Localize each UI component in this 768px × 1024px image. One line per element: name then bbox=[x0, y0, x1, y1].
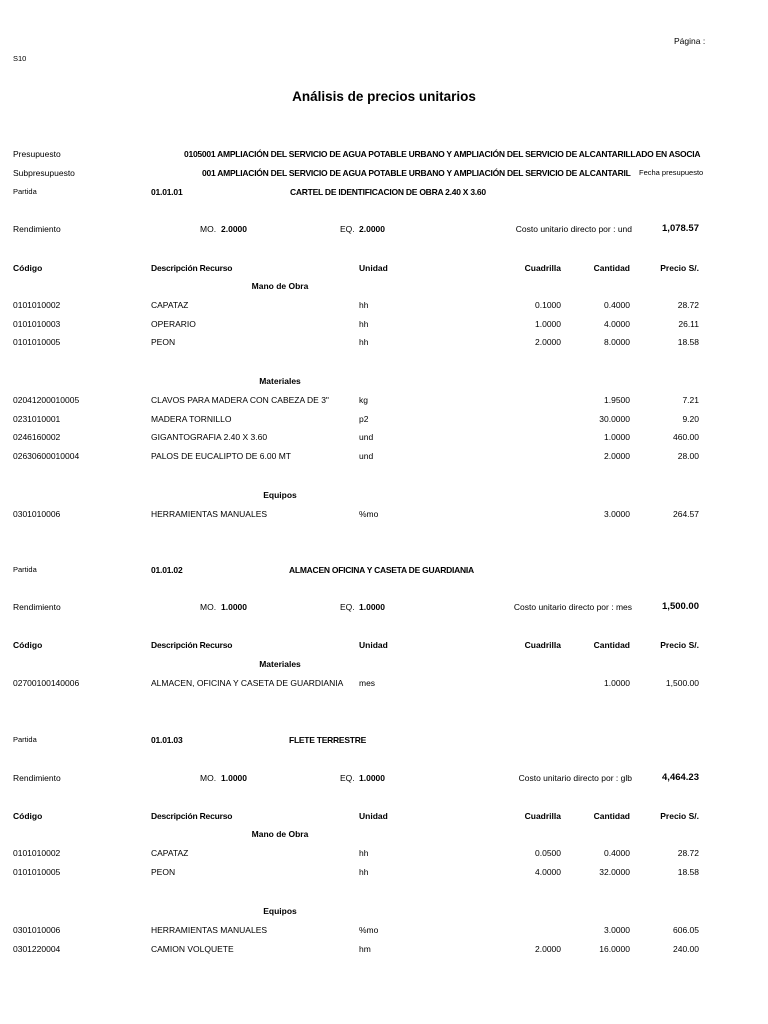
row-unidad: hm bbox=[359, 943, 371, 954]
costo-unitario-value: 1,500.00 bbox=[662, 601, 699, 612]
eq-label: EQ. bbox=[340, 773, 355, 783]
col-header-precio: Precio S/. bbox=[660, 811, 699, 821]
row-cantidad: 8.0000 bbox=[604, 337, 630, 348]
mo-value: 1.0000 bbox=[221, 773, 247, 783]
mo-value: 2.0000 bbox=[221, 224, 247, 234]
row-cuadrilla: 2.0000 bbox=[535, 943, 561, 954]
col-header-unidad: Unidad bbox=[359, 811, 388, 821]
col-header-precio: Precio S/. bbox=[660, 263, 699, 273]
col-header-cantidad: Cantidad bbox=[593, 263, 630, 273]
s10-label: S10 bbox=[13, 54, 27, 63]
row-cuadrilla: 0.1000 bbox=[535, 299, 561, 310]
partida-code: 01.01.03 bbox=[151, 735, 183, 745]
group-heading: Mano de Obra bbox=[251, 281, 309, 291]
row-precio: 28.00 bbox=[677, 451, 699, 462]
row-unidad: p2 bbox=[359, 413, 369, 424]
row-descripcion: MADERA TORNILLO bbox=[151, 413, 232, 424]
row-descripcion: CAPATAZ bbox=[151, 847, 189, 858]
row-precio: 28.72 bbox=[677, 847, 699, 858]
row-cantidad: 4.0000 bbox=[604, 318, 630, 329]
presupuesto-value: 0105001 AMPLIACIÓN DEL SERVICIO DE AGUA POTABLE URBANO Y AMPLIACIÓN DEL SERVICIO DE ALCANTARILLADO EN ASOCIA bbox=[184, 149, 701, 159]
row-codigo: 02630600010004 bbox=[13, 451, 80, 462]
group-heading: Equipos bbox=[263, 490, 297, 500]
rendimiento-label: Rendimiento bbox=[13, 224, 61, 234]
row-codigo: 0101010005 bbox=[13, 337, 61, 348]
rendimiento-label: Rendimiento bbox=[13, 773, 61, 783]
row-cantidad: 1.9500 bbox=[604, 394, 630, 405]
row-precio: 18.58 bbox=[677, 866, 699, 877]
row-cantidad: 0.4000 bbox=[604, 299, 630, 310]
row-unidad: %mo bbox=[359, 508, 379, 519]
row-cantidad: 32.0000 bbox=[599, 866, 630, 877]
row-cuadrilla: 0.0500 bbox=[535, 847, 561, 858]
mo-value: 1.0000 bbox=[221, 602, 247, 612]
col-header-unidad: Unidad bbox=[359, 263, 388, 273]
row-precio: 18.58 bbox=[677, 337, 699, 348]
row-codigo: 0301220004 bbox=[13, 943, 61, 954]
row-descripcion: HERRAMIENTAS MANUALES bbox=[151, 924, 268, 935]
partida-code: 01.01.02 bbox=[151, 565, 183, 575]
row-cuadrilla: 1.0000 bbox=[535, 318, 561, 329]
row-descripcion: OPERARIO bbox=[151, 318, 196, 329]
row-unidad: hh bbox=[359, 299, 369, 310]
partida-label: Partida bbox=[13, 735, 37, 744]
row-unidad: mes bbox=[359, 677, 376, 688]
subpresupuesto-label: Subpresupuesto bbox=[13, 168, 75, 178]
group-heading: Equipos bbox=[263, 906, 297, 916]
row-unidad: hh bbox=[359, 847, 369, 858]
row-codigo: 0246160002 bbox=[13, 432, 61, 443]
col-header-unidad: Unidad bbox=[359, 640, 388, 650]
subpresupuesto-value: 001 AMPLIACIÓN DEL SERVICIO DE AGUA POTABLE URBANO Y AMPLIACIÓN DEL SERVICIO DE ALCANTARIL bbox=[202, 168, 631, 178]
row-unidad: und bbox=[359, 432, 374, 443]
costo-unitario-label: Costo unitario directo por : glb bbox=[518, 773, 632, 783]
rendimiento-label: Rendimiento bbox=[13, 602, 61, 612]
row-cantidad: 1.0000 bbox=[604, 432, 630, 443]
partida-name: ALMACEN OFICINA Y CASETA DE GUARDIANIA bbox=[289, 565, 474, 575]
partida-name: FLETE TERRESTRE bbox=[289, 735, 367, 745]
costo-unitario-label: Costo unitario directo por : und bbox=[515, 224, 632, 234]
col-header-cuadrilla: Cuadrilla bbox=[524, 640, 561, 650]
row-descripcion: ALMACEN, OFICINA Y CASETA DE GUARDIANIA bbox=[151, 677, 344, 688]
costo-unitario-value: 4,464.23 bbox=[662, 772, 699, 783]
row-unidad: hh bbox=[359, 318, 369, 329]
eq-value: 1.0000 bbox=[359, 773, 385, 783]
row-cantidad: 3.0000 bbox=[604, 924, 630, 935]
partida-label: Partida bbox=[13, 187, 37, 196]
row-codigo: 0101010002 bbox=[13, 847, 61, 858]
row-precio: 7.21 bbox=[682, 394, 699, 405]
row-cantidad: 3.0000 bbox=[604, 508, 630, 519]
eq-value: 2.0000 bbox=[359, 224, 385, 234]
row-descripcion: HERRAMIENTAS MANUALES bbox=[151, 508, 268, 519]
row-cuadrilla: 4.0000 bbox=[535, 866, 561, 877]
row-precio: 606.05 bbox=[673, 924, 699, 935]
costo-unitario-label: Costo unitario directo por : mes bbox=[513, 602, 632, 612]
row-precio: 28.72 bbox=[677, 299, 699, 310]
costo-unitario-value: 1,078.57 bbox=[662, 223, 699, 234]
row-descripcion: CAPATAZ bbox=[151, 299, 189, 310]
row-cantidad: 1.0000 bbox=[604, 677, 630, 688]
row-descripcion: PALOS DE EUCALIPTO DE 6.00 MT bbox=[151, 451, 291, 462]
row-precio: 264.57 bbox=[673, 508, 699, 519]
row-precio: 9.20 bbox=[682, 413, 699, 424]
col-header-codigo: Código bbox=[13, 263, 43, 273]
col-header-descripcion: Descripción Recurso bbox=[151, 811, 233, 821]
col-header-precio: Precio S/. bbox=[660, 640, 699, 650]
row-precio: 460.00 bbox=[673, 432, 699, 443]
partida-code: 01.01.01 bbox=[151, 187, 183, 197]
row-cuadrilla: 2.0000 bbox=[535, 337, 561, 348]
row-unidad: und bbox=[359, 451, 374, 462]
row-descripcion: PEON bbox=[151, 337, 176, 348]
col-header-descripcion: Descripción Recurso bbox=[151, 263, 233, 273]
row-precio: 26.11 bbox=[678, 318, 699, 329]
row-codigo: 0101010005 bbox=[13, 866, 61, 877]
eq-label: EQ. bbox=[340, 602, 355, 612]
col-header-cantidad: Cantidad bbox=[593, 640, 630, 650]
col-header-cuadrilla: Cuadrilla bbox=[524, 263, 561, 273]
row-codigo: 0101010003 bbox=[13, 318, 61, 329]
row-precio: 1,500.00 bbox=[665, 677, 699, 688]
row-unidad: %mo bbox=[359, 924, 379, 935]
col-header-descripcion: Descripción Recurso bbox=[151, 640, 233, 650]
col-header-cantidad: Cantidad bbox=[593, 811, 630, 821]
row-descripcion: GIGANTOGRAFIA 2.40 X 3.60 bbox=[151, 432, 268, 443]
fecha-presupuesto-label: Fecha presupuesto bbox=[639, 168, 704, 177]
group-heading: Mano de Obra bbox=[251, 829, 309, 839]
partida-label: Partida bbox=[13, 565, 37, 574]
row-cantidad: 30.0000 bbox=[599, 413, 630, 424]
row-codigo: 02700100140006 bbox=[13, 677, 80, 688]
page-label: Página : bbox=[674, 36, 706, 46]
row-cantidad: 0.4000 bbox=[604, 847, 630, 858]
mo-label: MO. bbox=[200, 773, 217, 783]
group-heading: Materiales bbox=[259, 659, 301, 669]
page-title: Análisis de precios unitarios bbox=[292, 89, 476, 104]
row-cantidad: 16.0000 bbox=[599, 943, 630, 954]
eq-value: 1.0000 bbox=[359, 602, 385, 612]
partida-name: CARTEL DE IDENTIFICACION DE OBRA 2.40 X 3.60 bbox=[290, 187, 486, 197]
row-codigo: 02041200010005 bbox=[13, 394, 80, 405]
row-codigo: 0101010002 bbox=[13, 299, 61, 310]
mo-label: MO. bbox=[200, 224, 217, 234]
row-unidad: hh bbox=[359, 866, 369, 877]
row-unidad: hh bbox=[359, 337, 369, 348]
col-header-codigo: Código bbox=[13, 811, 43, 821]
row-precio: 240.00 bbox=[673, 943, 699, 954]
row-unidad: kg bbox=[359, 394, 368, 405]
row-descripcion: CAMION VOLQUETE bbox=[151, 943, 234, 954]
col-header-codigo: Código bbox=[13, 640, 43, 650]
row-descripcion: CLAVOS PARA MADERA CON CABEZA DE 3" bbox=[151, 394, 329, 405]
mo-label: MO. bbox=[200, 602, 217, 612]
eq-label: EQ. bbox=[340, 224, 355, 234]
group-heading: Materiales bbox=[259, 376, 301, 386]
col-header-cuadrilla: Cuadrilla bbox=[524, 811, 561, 821]
row-codigo: 0301010006 bbox=[13, 508, 61, 519]
row-cantidad: 2.0000 bbox=[604, 451, 630, 462]
row-codigo: 0301010006 bbox=[13, 924, 61, 935]
row-descripcion: PEON bbox=[151, 866, 176, 877]
row-codigo: 0231010001 bbox=[13, 413, 61, 424]
presupuesto-label: Presupuesto bbox=[13, 149, 61, 159]
